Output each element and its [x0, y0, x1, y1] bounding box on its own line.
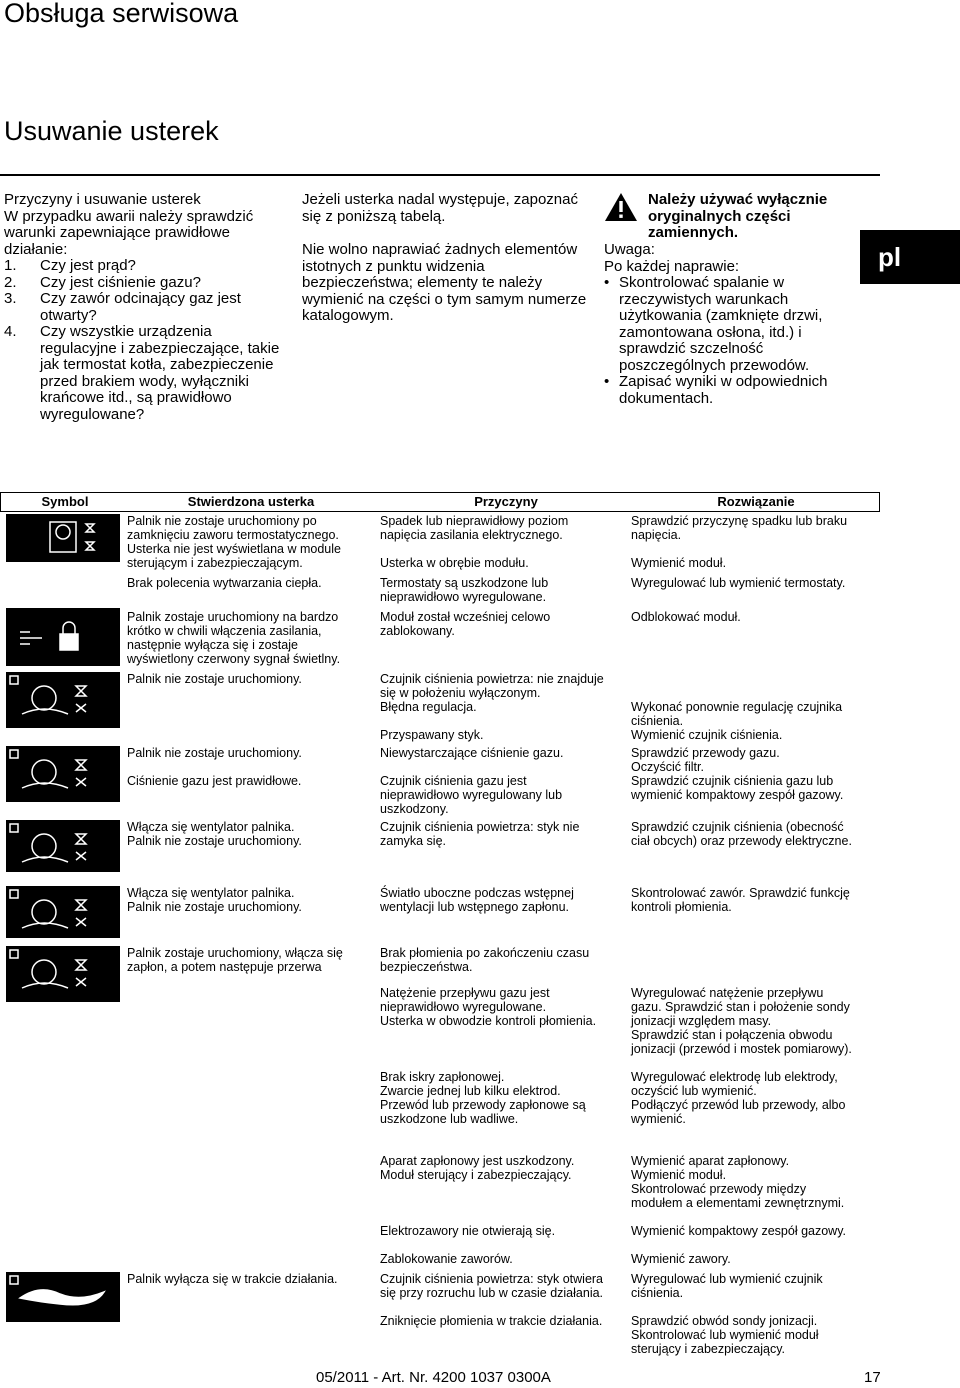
air-pressure-fault-icon	[6, 672, 120, 728]
table-header	[0, 492, 880, 512]
table-cell-cause: Zablokowanie zaworów.	[380, 1252, 513, 1266]
table-cell-cause: Brak iskry zapłonowej. Zwarcie jednej lub kilku elektrod. Przewód lub przewody zapłonowe są uszkodzone lub wadliwe.	[380, 1070, 586, 1126]
info-paragraph-1: Jeżeli usterka nadal występuje, zapoznać się z poniższą tabelą.	[302, 191, 578, 225]
table-cell-fault: Brak polecenia wytwarzania ciepła.	[127, 576, 322, 590]
table-cell-solution: Wykonać ponownie regulację czujnika ciśnienia. Wymienić czujnik ciśnienia.	[631, 700, 843, 742]
table-cell-solution: Odblokować moduł.	[631, 610, 741, 624]
table-cell-solution: Wymienić zawory.	[631, 1252, 731, 1266]
table-cell-solution: Wyregulować natężenie przepływu gazu. Sprawdzić stan i położenie sondy jonizacji względem masy. Sprawdzić stan i połączenia obwodu jonizacji (przewód i mostek pomiarowy).	[631, 986, 852, 1056]
fan-fault-icon	[6, 820, 120, 872]
checklist-text: Czy wszystkie urządzenia regulacyjne i zabezpieczające, takie jak termostat kotła, zabezpieczenie przed brakiem wody, wyłączniki krańcowe itd., są prawidłowo wyregulowane?	[40, 323, 280, 423]
table-cell-solution: Skontrolować zawór. Sprawdzić funkcję kontroli płomienia.	[631, 886, 850, 914]
note-bullet-text: Zapisać wyniki w odpowiednich dokumentach.	[619, 373, 828, 407]
header-cause: Przyczyny	[474, 494, 538, 509]
table-cell-cause: Spadek lub nieprawidłowy poziom napięcia zasilania elektrycznego. Usterka w obrębie modułu.	[380, 514, 569, 570]
checklist-text: Czy jest prąd?	[40, 257, 136, 274]
checklist-number: 1.	[4, 257, 17, 274]
table-cell-solution: Wyregulować lub wymienić termostaty.	[631, 576, 846, 590]
table-cell-solution: Wymienić aparat zapłonowy. Wymienić moduł. Skontrolować przewody między modułem a elementami zewnętrznymi.	[631, 1154, 845, 1210]
table-cell-solution: Sprawdzić przyczynę spadku lub braku napięcia. Wymienić moduł.	[631, 514, 848, 570]
checklist-text: Czy zawór odcinający gaz jest otwarty?	[40, 290, 241, 324]
table-cell-cause: Brak płomienia po zakończeniu czasu bezpieczeństwa.	[380, 946, 590, 974]
controller-display-icon	[6, 514, 120, 562]
causes-column	[4, 192, 284, 423]
header-fault: Stwierdzona usterka	[187, 494, 315, 509]
checklist-item	[4, 275, 284, 292]
table-cell-cause: Światło uboczne podczas wstępnej wentylacji lub wstępnego zapłonu.	[380, 886, 574, 914]
causes-intro: W przypadku awarii należy sprawdzić warunki zapewniające prawidłowe działanie:	[4, 207, 254, 258]
bullet-marker: •	[604, 274, 610, 291]
table-cell-fault: Włącza się wentylator palnika. Palnik nie zostaje uruchomiony.	[127, 886, 302, 914]
table-cell-cause: Termostaty są uszkodzone lub nieprawidłowo wyregulowane.	[380, 576, 549, 604]
checklist-number: 2.	[4, 273, 17, 291]
table-cell-cause: Natężenie przepływu gazu jest nieprawidłowo wyregulowane. Usterka w obwodzie kontroli płomienia.	[380, 986, 597, 1028]
checklist	[4, 258, 284, 423]
section-title: Usuwanie usterek	[4, 116, 219, 146]
table-cell-fault: Palnik nie zostaje uruchomiony. Ciśnienie gazu jest prawidłowe.	[127, 746, 302, 788]
table-cell-fault: Palnik nie zostaje uruchomiony.	[127, 672, 302, 686]
table-cell-solution: Wyregulować lub wymienić czujnik ciśnienia.	[631, 1272, 823, 1300]
parasitic-flame-icon	[6, 886, 120, 938]
note-bullet-item	[604, 275, 854, 374]
table-cell-cause: Moduł został wcześniej celowo zablokowany.	[380, 610, 551, 638]
table-cell-cause: Czujnik ciśnienia powietrza: styk nie zamyka się.	[380, 820, 580, 848]
checklist-number: 3.	[4, 290, 17, 307]
table-cell-solution: Wyregulować elektrodę lub elektrody, oczyścić lub wymienić. Podłączyć przewód lub przewody, albo wymienić.	[631, 1070, 846, 1126]
page-title: Obsługa serwisowa	[4, 0, 239, 28]
checklist-number: 4.	[4, 323, 17, 340]
gas-pressure-fault-icon	[6, 746, 120, 802]
note-label: Uwaga:	[604, 241, 655, 258]
language-tab: pl	[860, 230, 960, 284]
note-intro: Po każdej naprawie:	[604, 257, 740, 275]
reset-lock-icon	[6, 608, 120, 666]
note-bullets	[604, 275, 854, 407]
divider	[0, 174, 880, 176]
checklist-text: Czy jest ciśnienie gazu?	[40, 273, 201, 291]
table-cell-fault: Palnik zostaje uruchomiony, włącza się zapłon, a potem następuje przerwa	[127, 946, 343, 974]
note-bullet-item	[604, 374, 854, 407]
table-cell-cause: Czujnik ciśnienia powietrza: nie znajduje się w położeniu wyłączonym. Błędna regulacja. Przyspawany styk.	[380, 672, 604, 742]
checklist-item	[4, 258, 284, 275]
header-symbol: Symbol	[41, 494, 89, 509]
table-cell-solution: Sprawdzić obwód sondy jonizacji. Skontrolować lub wymienić moduł sterujący i zabezpieczający.	[631, 1314, 819, 1356]
table-cell-fault: Palnik zostaje uruchomiony na bardzo krótko w chwili włączenia zasilania, następnie wyłącza się i zostaje wyświetlony czerwony sygnał świetlny.	[127, 610, 341, 666]
table-cell-cause: Elektrozawory nie otwierają się.	[380, 1224, 556, 1238]
flame-loss-icon	[6, 1272, 120, 1322]
ignition-fault-icon	[6, 946, 120, 1002]
warning-text: Należy używać wyłącznie oryginalnych części zamiennych.	[648, 191, 828, 241]
table-cell-solution: Wymienić kompaktowy zespół gazowy.	[631, 1224, 847, 1238]
table-cell-fault: Palnik nie zostaje uruchomiony po zamknięciu zaworu termostatycznego. Usterka nie jest wyświetlana w module sterującym i zabezpieczającym.	[127, 514, 341, 570]
table-cell-cause: Aparat zapłonowy jest uszkodzony. Moduł sterujący i zabezpieczający.	[380, 1154, 575, 1182]
table-cell-solution: Sprawdzić przewody gazu. Oczyścić filtr. Sprawdzić czujnik ciśnienia gazu lub wymienić kompaktowy zespół gazowy.	[631, 746, 844, 802]
footer-doc-number: 05/2011 - Art. Nr. 4200 1037 0300A	[316, 1369, 551, 1386]
bullet-marker: •	[604, 373, 610, 390]
warning-column	[604, 192, 854, 407]
checklist-item	[4, 291, 284, 324]
table-cell-fault: Palnik wyłącza się w trakcie działania.	[127, 1272, 338, 1286]
checklist-item	[4, 324, 284, 423]
info-column	[302, 192, 592, 325]
warning-triangle-icon	[604, 192, 638, 222]
table-cell-cause: Czujnik ciśnienia powietrza: styk otwiera się przy rozruchu lub w czasie działania.	[380, 1272, 604, 1300]
page-number: 17	[864, 1369, 881, 1386]
causes-title: Przyczyny i usuwanie usterek	[4, 191, 201, 208]
header-solution: Rozwiązanie	[717, 494, 795, 509]
table-cell-fault: Włącza się wentylator palnika. Palnik nie zostaje uruchomiony.	[127, 820, 302, 848]
info-paragraph-2: Nie wolno naprawiać żadnych elementów istotnych z punktu widzenia bezpieczeństwa; elementy te należy wymienić na części o tym samym numerze katalogowym.	[302, 241, 587, 324]
note-bullet-text: Skontrolować spalanie w rzeczywistych warunkach użytkowania (zamknięte drzwi, zamontowana osłona, itd.) i sprawdzić szczelność poszczególnych przewodów.	[619, 274, 823, 374]
table-cell-solution: Sprawdzić czujnik ciśnienia (obecność ciał obcych) oraz przewody elektryczne.	[631, 820, 852, 848]
table-cell-cause: Niewystarczające ciśnienie gazu. Czujnik ciśnienia gazu jest nieprawidłowo wyregulowany lub uszkodzony.	[380, 746, 564, 816]
table-cell-cause: Zniknięcie płomienia w trakcie działania.	[380, 1314, 603, 1328]
